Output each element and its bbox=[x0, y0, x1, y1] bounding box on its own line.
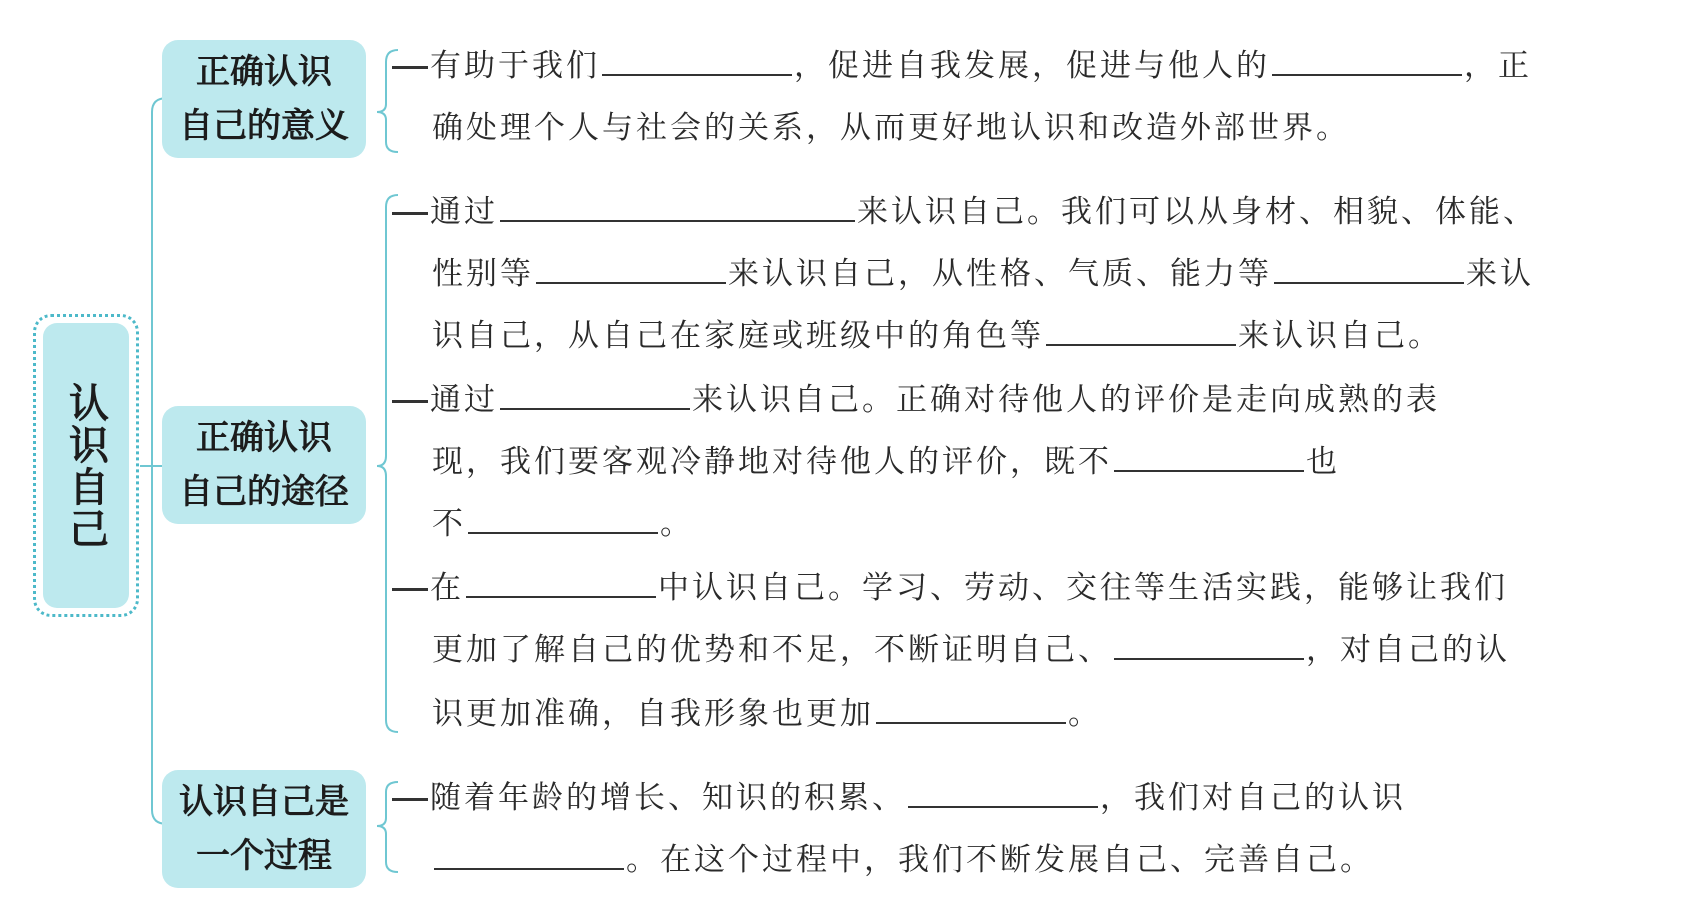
fill-blank[interactable] bbox=[536, 252, 726, 284]
b3-line-2: 。在这个过程中，我们不断发展自己、完善自己。 bbox=[432, 838, 1374, 880]
b1-line-1: 有助于我们 ，促进自我发展，促进与他人的 ，正 bbox=[392, 44, 1532, 86]
root-node bbox=[43, 323, 129, 608]
fill-blank[interactable] bbox=[468, 502, 658, 534]
b2-line-8: 更加了解自己的优势和不足，不断证明自己、 ，对自己的认 bbox=[432, 628, 1510, 670]
b2-line-7: 在 中认识自己。学习、劳动、交往等生活实践，能够让我们 bbox=[392, 566, 1508, 608]
dash-marker bbox=[392, 400, 428, 403]
b3-line-1: 随着年龄的增长、知识的积累、 ，我们对自己的认识 bbox=[392, 776, 1406, 818]
fill-blank[interactable] bbox=[500, 378, 690, 410]
branch-process bbox=[162, 770, 366, 888]
fill-blank[interactable] bbox=[1046, 314, 1236, 346]
dash-marker bbox=[392, 212, 428, 215]
dash-marker bbox=[392, 66, 428, 69]
fill-blank[interactable] bbox=[500, 190, 855, 222]
fill-blank[interactable] bbox=[1114, 440, 1304, 472]
root-label: 认识自己 bbox=[62, 381, 109, 550]
branch-process-label: 认识自己是 一个过程 bbox=[179, 782, 349, 876]
b2-line-9: 识更加准确，自我形象也更加 。 bbox=[432, 692, 1102, 734]
fill-blank[interactable] bbox=[1274, 252, 1464, 284]
fill-blank[interactable] bbox=[466, 566, 656, 598]
b2-line-2: 性别等 来认识自己，从性格、气质、能力等 来认 bbox=[432, 252, 1534, 294]
dash-marker bbox=[392, 588, 428, 591]
branch-ways-label: 正确认识 自己的途径 bbox=[179, 418, 349, 512]
b2-line-5: 现，我们要客观冷静地对待他人的评价，既不 也 bbox=[432, 440, 1340, 482]
b2-line-4: 通过 来认识自己。正确对待他人的评价是走向成熟的表 bbox=[392, 378, 1440, 420]
fill-blank[interactable] bbox=[1272, 44, 1462, 76]
b1-line-2: 确处理个人与社会的关系，从而更好地认识和改造外部世界。 bbox=[432, 110, 1350, 146]
branch-ways bbox=[162, 406, 366, 524]
b2-line-1: 通过 来认识自己。我们可以从身材、相貌、体能、 bbox=[392, 190, 1537, 232]
b2-line-6: 不 。 bbox=[432, 502, 694, 544]
dash-marker bbox=[392, 798, 428, 801]
fill-blank[interactable] bbox=[602, 44, 792, 76]
branch-meaning bbox=[162, 40, 366, 158]
b2-line-3: 识自己，从自己在家庭或班级中的角色等 来认识自己。 bbox=[432, 314, 1442, 356]
fill-blank[interactable] bbox=[876, 692, 1066, 724]
fill-blank[interactable] bbox=[434, 838, 624, 870]
fill-blank[interactable] bbox=[908, 776, 1098, 808]
fill-blank[interactable] bbox=[1114, 628, 1304, 660]
branch-meaning-label: 正确认识 自己的意义 bbox=[179, 52, 349, 146]
